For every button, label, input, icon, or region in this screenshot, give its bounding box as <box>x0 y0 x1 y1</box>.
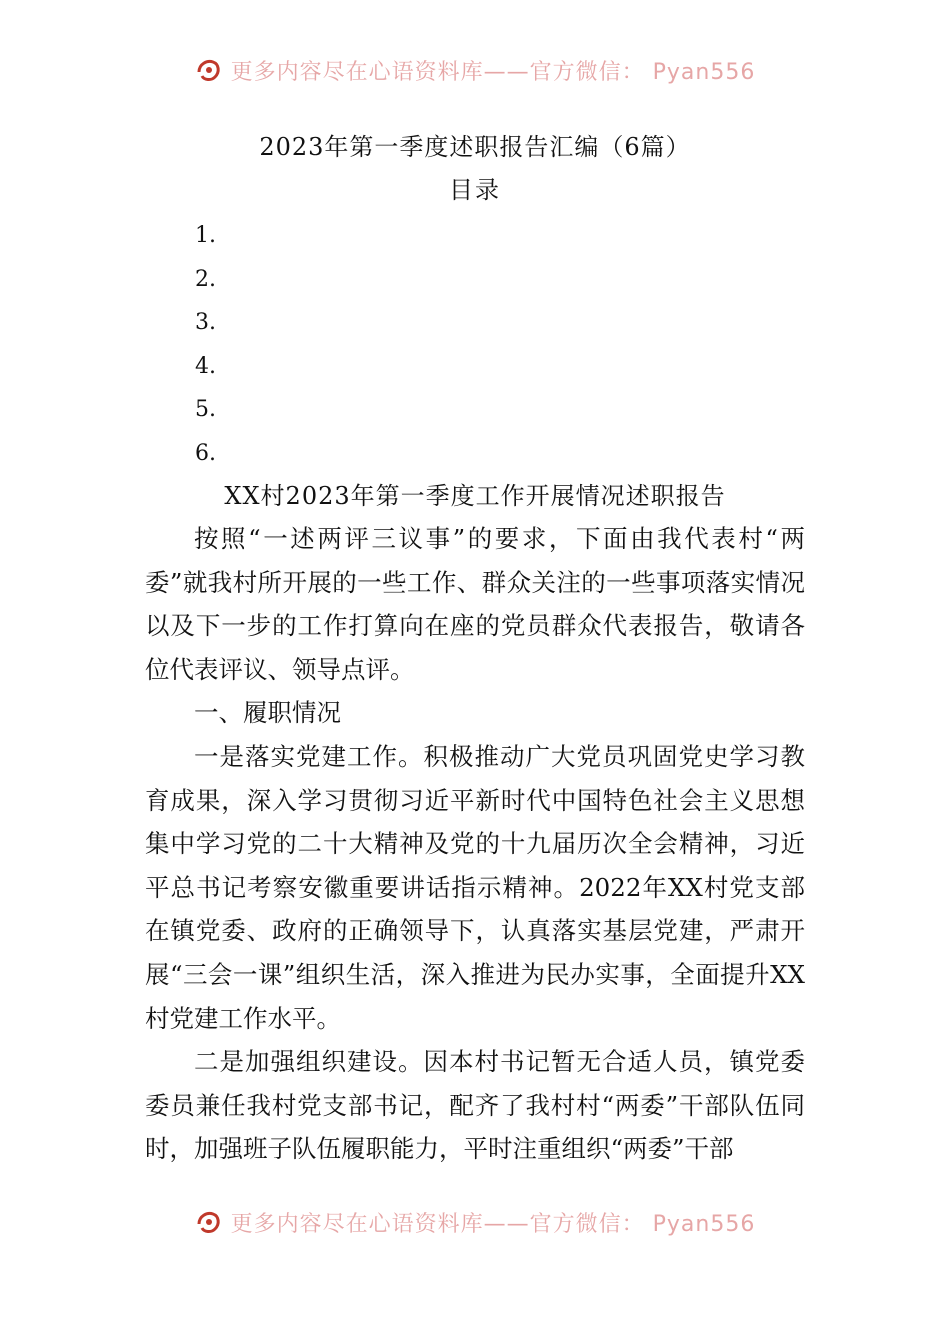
watermark-banner-bottom <box>0 1202 950 1242</box>
toc-item: 3. <box>195 310 216 335</box>
toc-item: 6. <box>195 440 216 466</box>
toc-item: 4. <box>195 353 216 379</box>
article-body <box>145 517 805 1171</box>
table-of-contents <box>195 214 216 475</box>
paragraph: 一是落实党建工作。积极推动广大党员巩固党史学习教育成果，深入学习贯彻习近平新时代中国特色社会主义思想集中学习党的二十大精神及党的十九届历次全会精神，习近平总书记考察安徽重要讲话指示精神。2022年XX村党支部在镇党委、政府的正确领导下，认真落实基层党建，严肃开展“三会一课”组织生活，深入推进为民办实事，全面提升XX村党建工作水平。 <box>145 741 805 1033</box>
watermark-banner-top <box>0 50 950 90</box>
logo-icon <box>195 56 223 84</box>
watermark-text: 更多内容尽在心语资料库——官方微信： Pyan556 <box>230 59 756 85</box>
article-title: XX村2023年第一季度工作开展情况述职报告 <box>224 482 726 510</box>
paragraph-intro: 按照“一述两评三议事”的要求，下面由我代表村“两委”就我村所开展的一些工作、群众关注的一些事项落实情况以及下一步的工作打算向在座的党员群众代表报告，敬请各位代表评议、领导点评。 <box>145 524 805 684</box>
section-heading: 一、履职情况 <box>194 698 341 728</box>
toc-item: 1. <box>195 223 216 248</box>
toc-heading: 目录 <box>449 176 501 204</box>
logo-icon <box>195 1208 223 1236</box>
toc-item: 2. <box>195 266 216 292</box>
toc-item: 5. <box>195 397 216 422</box>
document-title: 2023年第一季度述职报告汇编（6篇） <box>259 133 691 161</box>
paragraph: 二是加强组织建设。因本村书记暂无合适人员，镇党委委员兼任我村党支部书记，配齐了我村村“两委”干部队伍同时，加强班子队伍履职能力，平时注重组织“两委”干部 <box>145 1047 805 1164</box>
watermark-text: 更多内容尽在心语资料库——官方微信： Pyan556 <box>230 1211 756 1237</box>
